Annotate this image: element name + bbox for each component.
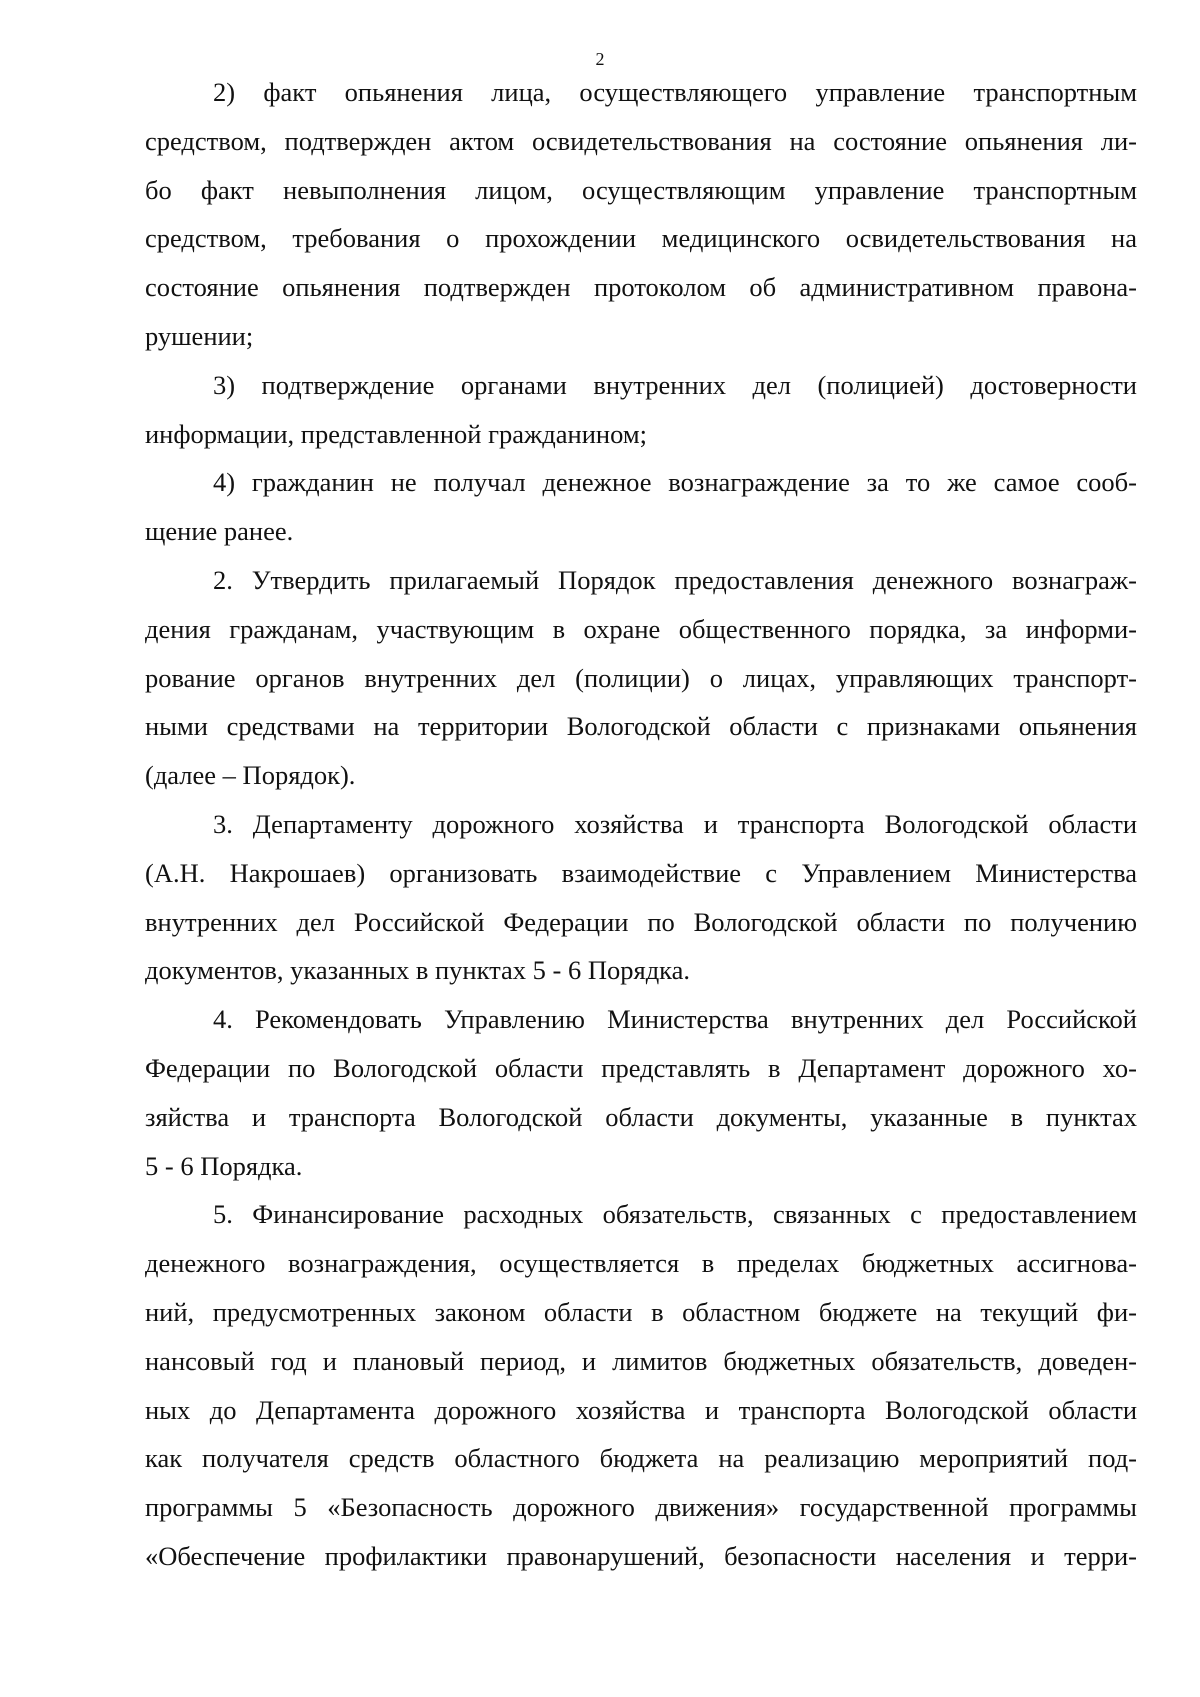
- text-line: щение ранее.: [145, 516, 294, 547]
- text-line: программы 5 «Безопасность дорожного движения» государственной программы: [145, 1492, 1137, 1523]
- paragraph-point-3: [145, 800, 1137, 995]
- text-line: 2. Утвердить прилагаемый Порядок предоставления денежного вознаграж-: [213, 564, 1137, 595]
- text-line: денежного вознаграждения, осуществляется в пределах бюджетных ассигнова-: [145, 1248, 1137, 1279]
- paragraph-point-2: [145, 556, 1137, 800]
- text-line: 5 - 6 Порядка.: [145, 1150, 303, 1181]
- text-line: средством, требования о прохождении медицинского освидетельствования на: [145, 223, 1137, 254]
- text-line: документов, указанных в пунктах 5 - 6 Порядка.: [145, 955, 691, 986]
- text-line: дения гражданам, участвующим в охране общественного порядка, за информи-: [145, 613, 1137, 644]
- text-line: «Обеспечение профилактики правонарушений, безопасности населения и терри-: [145, 1540, 1137, 1571]
- paragraph-point-4: [145, 995, 1137, 1190]
- text-line: рование органов внутренних дел (полиции) о лицах, управляющих транспорт-: [145, 662, 1137, 693]
- text-line: Федерации по Вологодской области представлять в Департамент дорожного хо-: [145, 1052, 1137, 1083]
- text-line: нансовый год и плановый период, и лимитов бюджетных обязательств, доведен-: [145, 1345, 1137, 1376]
- text-line: 3. Департаменту дорожного хозяйства и транспорта Вологодской области: [213, 808, 1137, 839]
- text-line: внутренних дел Российской Федерации по Вологодской области по получению: [145, 906, 1137, 937]
- paragraph-point-5: [145, 1190, 1137, 1580]
- text-line: 4) гражданин не получал денежное вознаграждение за то же самое сооб-: [213, 467, 1137, 498]
- text-line: рушении;: [145, 320, 254, 351]
- paragraph-item-4: [145, 458, 1137, 556]
- text-line: как получателя средств областного бюджета на реализацию мероприятий под-: [145, 1443, 1137, 1474]
- paragraph-item-3: [145, 361, 1137, 459]
- text-line: ных до Департамента дорожного хозяйства и транспорта Вологодской области: [145, 1394, 1137, 1425]
- text-line: (далее – Порядок).: [145, 760, 356, 791]
- text-line: ными средствами на территории Вологодской области с признаками опьянения: [145, 711, 1137, 742]
- text-line: зяйства и транспорта Вологодской области документы, указанные в пунктах: [145, 1101, 1137, 1132]
- text-line: (А.Н. Накрошаев) организовать взаимодействие с Управлением Министерства: [145, 857, 1137, 888]
- page-number: 2: [595, 49, 605, 69]
- text-line: 2) факт опьянения лица, осуществляющего управление транспортным: [213, 77, 1137, 107]
- text-line: 5. Финансирование расходных обязательств, связанных с предоставлением: [213, 1199, 1137, 1230]
- text-line: 4. Рекомендовать Управлению Министерства внутренних дел Российской: [213, 1004, 1137, 1035]
- text-line: средством, подтвержден актом освидетельствования на состояние опьянения ли-: [145, 125, 1137, 156]
- text-line: состояние опьянения подтвержден протоколом об административном правона-: [145, 272, 1137, 303]
- paragraph-item-2: [145, 68, 1137, 361]
- text-line: информации, представленной гражданином;: [145, 418, 647, 449]
- text-line: бо факт невыполнения лицом, осуществляющим управление транспортным: [145, 174, 1137, 205]
- document-body: [145, 68, 1137, 1581]
- text-line: 3) подтверждение органами внутренних дел (полицией) достоверности: [213, 369, 1137, 400]
- text-line: ний, предусмотренных законом области в областном бюджете на текущий фи-: [145, 1296, 1137, 1327]
